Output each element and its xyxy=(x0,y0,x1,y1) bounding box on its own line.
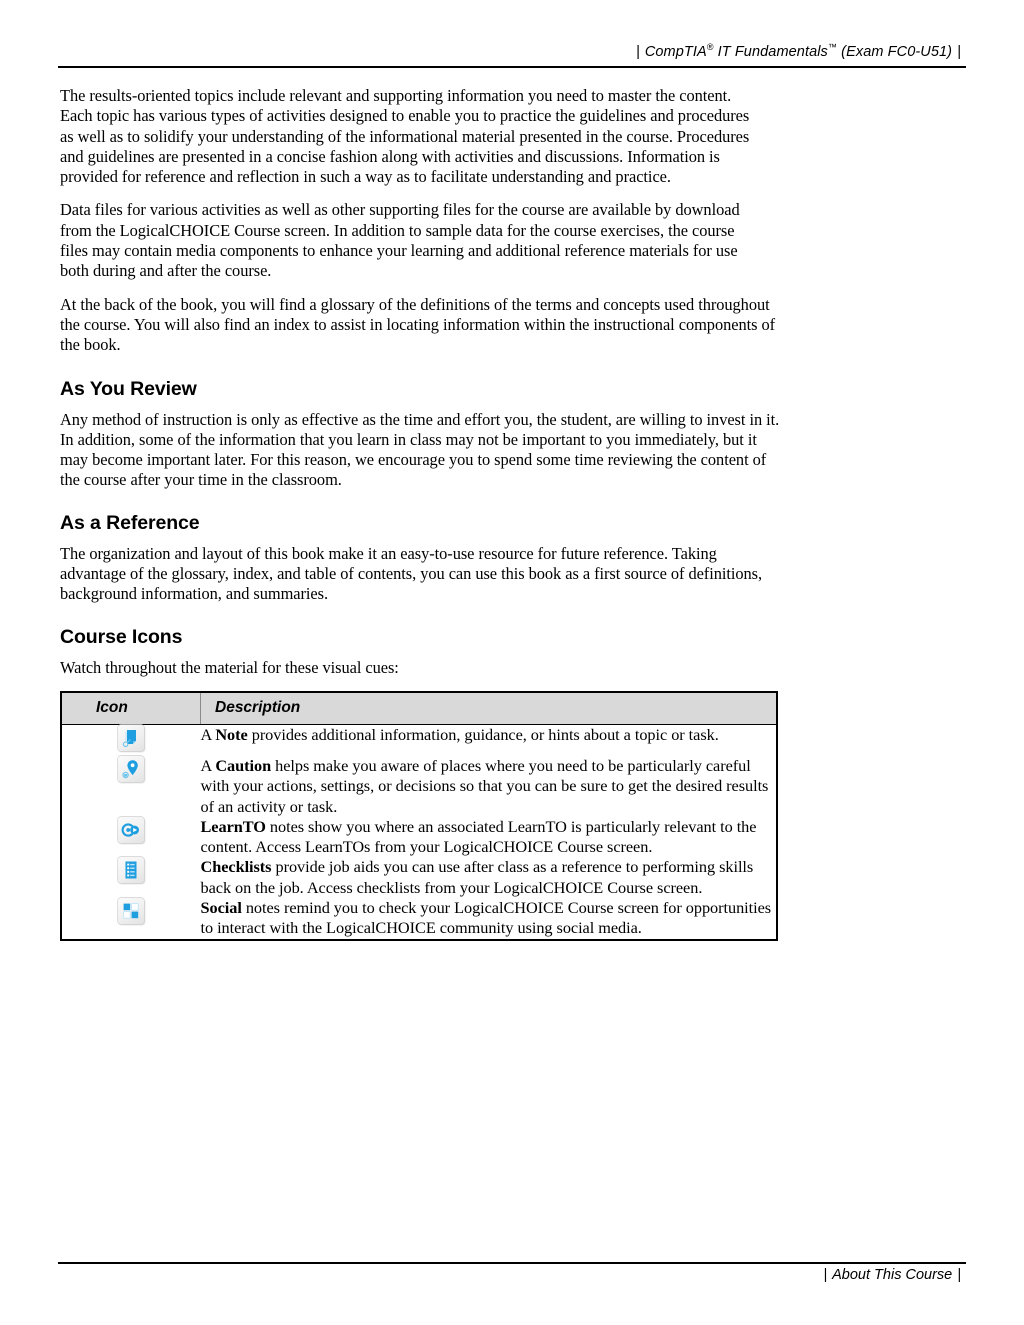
row-text: provides additional information, guidance, or hints about a topic or task. xyxy=(247,724,719,744)
registered-trademark-symbol: ® xyxy=(706,42,714,53)
row-term: Checklists xyxy=(200,857,272,877)
heading-as-a-reference: As a Reference xyxy=(60,511,200,534)
running-head-title: CompTIA xyxy=(644,44,707,60)
paragraph-as-a-reference: The organization and layout of this book make it an easy-to-use resource for future reference. Taking advantage of the glossary, index, and table of contents, you can use this book as a first source of definitions, background information, and summaries. xyxy=(60,543,763,604)
row-term: Social xyxy=(200,898,242,918)
table-row xyxy=(62,857,776,898)
running-foot-separator-right: | xyxy=(957,1267,961,1283)
description-cell xyxy=(201,857,777,898)
row-term: Note xyxy=(215,724,248,744)
row-lead: A xyxy=(200,755,216,775)
heading-as-you-review: As You Review xyxy=(60,377,197,400)
description-cell xyxy=(201,898,777,939)
row-term: LearnTO xyxy=(200,816,266,836)
footer-rule xyxy=(58,1262,966,1264)
table-row xyxy=(62,898,776,939)
running-head-exam-code: (Exam FC0-U51) xyxy=(837,44,953,60)
description-cell xyxy=(201,756,777,817)
table-row xyxy=(62,756,776,817)
caution-icon xyxy=(118,756,144,782)
row-lead: A xyxy=(200,724,216,744)
heading-course-icons: Course Icons xyxy=(60,625,183,648)
learnto-icon xyxy=(118,817,144,843)
course-icons-table xyxy=(60,691,778,941)
column-header-icon: Icon xyxy=(62,693,201,725)
description-cell xyxy=(201,724,777,756)
running-head-separator-right: | xyxy=(957,44,961,60)
icon-cell xyxy=(62,724,201,756)
running-foot-label: About This Course xyxy=(832,1267,953,1283)
header-rule xyxy=(58,66,966,68)
icon-cell xyxy=(62,756,201,817)
checklists-icon xyxy=(118,857,144,883)
social-icon xyxy=(118,898,144,924)
document-body xyxy=(60,86,785,941)
row-text: provide job aids you can use after class as a reference to performing skills back on the job. Access checklists from your LogicalCHOICE Course screen. xyxy=(200,857,754,897)
note-icon xyxy=(118,725,144,751)
trademark-symbol: ™ xyxy=(827,42,838,53)
paragraph-as-you-review: Any method of instruction is only as effective as the time and effort you, the student, are willing to invest in it. In addition, some of the information that you learn in class may not be important to you immediately, but it may become important later. For this reason, we encourage you to spend some time reviewing the content of the course after your time in the classroom. xyxy=(60,409,780,490)
running-head-title-rest: IT Fundamentals xyxy=(713,44,828,60)
running-foot-separator-left: | xyxy=(823,1267,828,1283)
running-head-separator-left: | xyxy=(635,44,640,60)
row-text: notes show you where an associated LearnTO is particularly relevant to the content. Access LearnTOs from your LogicalCHOICE Course screen. xyxy=(200,816,757,857)
table-row xyxy=(62,817,776,858)
row-term: Caution xyxy=(215,755,272,775)
table-row xyxy=(62,724,776,756)
icon-cell xyxy=(62,898,201,939)
intro-paragraph-3: At the back of the book, you will find a glossary of the definitions of the terms and concepts used throughout the course. You will also find an index to assist in locating information within the instructional components of the book. xyxy=(60,294,776,355)
intro-paragraph-2: Data files for various activities as well as other supporting files for the course are available by download from the LogicalCHOICE Course screen. In addition to sample data for the course exercises, the course files may contain media components to enhance your learning and additional reference materials for use both during and after the course. xyxy=(60,200,740,281)
intro-paragraph-1: The results-oriented topics include relevant and supporting information you need to master the content. Each topic has various types of activities designed to enable you to practice the guidelines and procedures as well as to solidify your understanding of the informational material presented in the course. Procedures and guidelines are presented in a concise fashion along with activities and discussions. Information is provided for reference and reflection in such a way as to facilitate understanding and practice. xyxy=(60,86,750,187)
table-header-row xyxy=(62,693,776,725)
running-foot xyxy=(58,1267,966,1283)
row-text: helps make you aware of places where you need to be particularly careful with your actions, settings, or decisions so that you can be sure to get the desired results of an activity or task. xyxy=(200,755,769,816)
row-text: notes remind you to check your LogicalCHOICE Course screen for opportunities to interact with the LogicalCHOICE community using social media. xyxy=(200,898,772,938)
running-head xyxy=(58,44,966,60)
column-header-description: Description xyxy=(201,693,777,725)
paragraph-course-icons: Watch throughout the material for these visual cues: xyxy=(60,657,399,677)
icon-cell xyxy=(62,817,201,858)
icon-cell xyxy=(62,857,201,898)
description-cell xyxy=(201,817,777,858)
